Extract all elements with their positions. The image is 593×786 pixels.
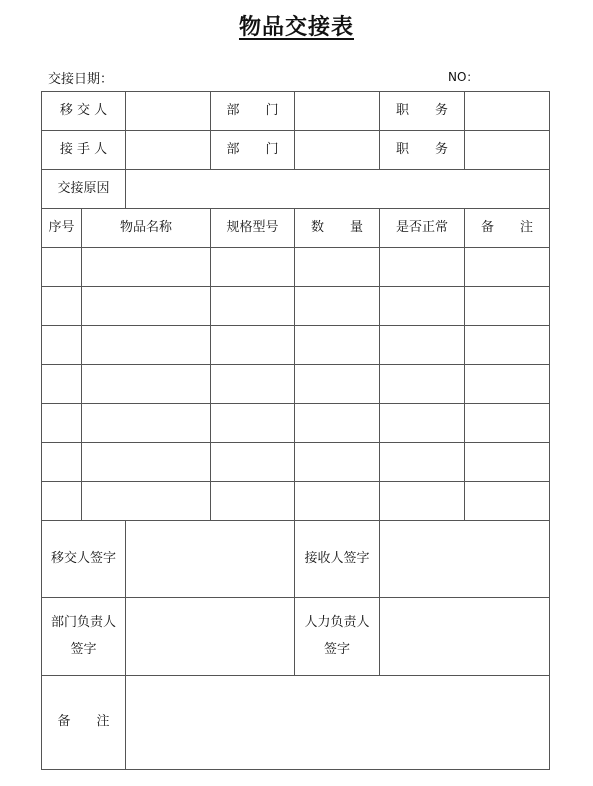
dept-head-signature-cell[interactable] [126, 598, 295, 676]
item-spec-cell[interactable] [211, 287, 295, 326]
item-name-cell[interactable] [82, 248, 211, 287]
item-spec-cell[interactable] [211, 248, 295, 287]
receiver-label: 接 手 人 [42, 131, 126, 170]
reason-value-cell[interactable] [126, 170, 550, 209]
item-row [42, 287, 550, 326]
item-condition-cell[interactable] [380, 443, 465, 482]
receiver-position-cell[interactable] [465, 131, 550, 170]
signature-row-2 [42, 598, 550, 676]
item-name-cell[interactable] [82, 404, 211, 443]
item-condition-cell[interactable] [380, 404, 465, 443]
item-quantity-cell[interactable] [295, 326, 380, 365]
receiver-signature-cell[interactable] [380, 521, 550, 598]
receiver-row [42, 131, 550, 170]
item-index-cell[interactable] [42, 248, 82, 287]
item-index-cell[interactable] [42, 482, 82, 521]
col-header-remarks: 备 注 [465, 209, 550, 248]
hr-head-signature-cell[interactable] [380, 598, 550, 676]
remarks-cell[interactable] [126, 676, 550, 770]
item-quantity-cell[interactable] [295, 404, 380, 443]
reason-row [42, 170, 550, 209]
item-spec-cell[interactable] [211, 326, 295, 365]
handover-form-table [41, 91, 550, 770]
dept-head-signature-label [42, 598, 126, 676]
transferor-row [42, 92, 550, 131]
col-header-condition: 是否正常 [380, 209, 465, 248]
col-header-quantity: 数 量 [295, 209, 380, 248]
transferor-signature-cell[interactable] [126, 521, 295, 598]
item-index-cell[interactable] [42, 287, 82, 326]
col-header-spec: 规格型号 [211, 209, 295, 248]
item-row [42, 443, 550, 482]
item-remarks-cell[interactable] [465, 482, 550, 521]
item-condition-cell[interactable] [380, 365, 465, 404]
item-quantity-cell[interactable] [295, 365, 380, 404]
reason-label: 交接原因 [42, 170, 126, 209]
item-quantity-cell[interactable] [295, 287, 380, 326]
item-row [42, 365, 550, 404]
item-remarks-cell[interactable] [465, 404, 550, 443]
item-condition-cell[interactable] [380, 326, 465, 365]
item-name-cell[interactable] [82, 365, 211, 404]
remarks-row [42, 676, 550, 770]
receiver-department-cell[interactable] [295, 131, 380, 170]
item-name-cell[interactable] [82, 443, 211, 482]
transferor-department-cell[interactable] [295, 92, 380, 131]
item-condition-cell[interactable] [380, 287, 465, 326]
item-name-cell[interactable] [82, 326, 211, 365]
hr-head-signature-label [295, 598, 380, 676]
dept-head-signature-label-line2: 签字 [70, 641, 97, 657]
receiver-signature-label: 接收人签字 [295, 521, 380, 598]
item-remarks-cell[interactable] [465, 326, 550, 365]
item-name-cell[interactable] [82, 287, 211, 326]
item-index-cell[interactable] [42, 443, 82, 482]
item-quantity-cell[interactable] [295, 482, 380, 521]
transferor-position-cell[interactable] [465, 92, 550, 131]
transferor-position-label: 职 务 [380, 92, 465, 131]
item-index-cell[interactable] [42, 404, 82, 443]
item-row [42, 404, 550, 443]
item-row [42, 326, 550, 365]
col-header-item-name: 物品名称 [82, 209, 211, 248]
item-index-cell[interactable] [42, 365, 82, 404]
dept-head-signature-label-line1: 部门负责人 [51, 615, 117, 631]
hr-head-signature-label-line2: 签字 [324, 641, 351, 657]
item-name-cell[interactable] [82, 482, 211, 521]
item-spec-cell[interactable] [211, 365, 295, 404]
item-row [42, 248, 550, 287]
item-condition-cell[interactable] [380, 482, 465, 521]
transferor-signature-label: 移交人签字 [42, 521, 126, 598]
transferor-department-label: 部 门 [211, 92, 295, 131]
item-spec-cell[interactable] [211, 443, 295, 482]
item-quantity-cell[interactable] [295, 248, 380, 287]
item-quantity-cell[interactable] [295, 443, 380, 482]
item-remarks-cell[interactable] [465, 248, 550, 287]
col-header-index: 序号 [42, 209, 82, 248]
item-condition-cell[interactable] [380, 248, 465, 287]
signature-row-1 [42, 521, 550, 598]
receiver-department-label: 部 门 [211, 131, 295, 170]
transferor-label: 移 交 人 [42, 92, 126, 131]
remarks-label: 备 注 [42, 676, 126, 770]
document-title: 物品交接表 [238, 15, 354, 40]
item-spec-cell[interactable] [211, 404, 295, 443]
item-index-cell[interactable] [42, 326, 82, 365]
receiver-position-label: 职 务 [380, 131, 465, 170]
item-spec-cell[interactable] [211, 482, 295, 521]
items-header-row [42, 209, 550, 248]
item-remarks-cell[interactable] [465, 443, 550, 482]
receiver-value-cell[interactable] [126, 131, 211, 170]
transferor-value-cell[interactable] [126, 92, 211, 131]
handover-date-label: 交接日期： [48, 72, 114, 87]
item-remarks-cell[interactable] [465, 287, 550, 326]
item-row [42, 482, 550, 521]
hr-head-signature-label-line1: 人力负责人 [304, 615, 370, 631]
form-number-label: NO： [448, 70, 479, 84]
item-remarks-cell[interactable] [465, 365, 550, 404]
